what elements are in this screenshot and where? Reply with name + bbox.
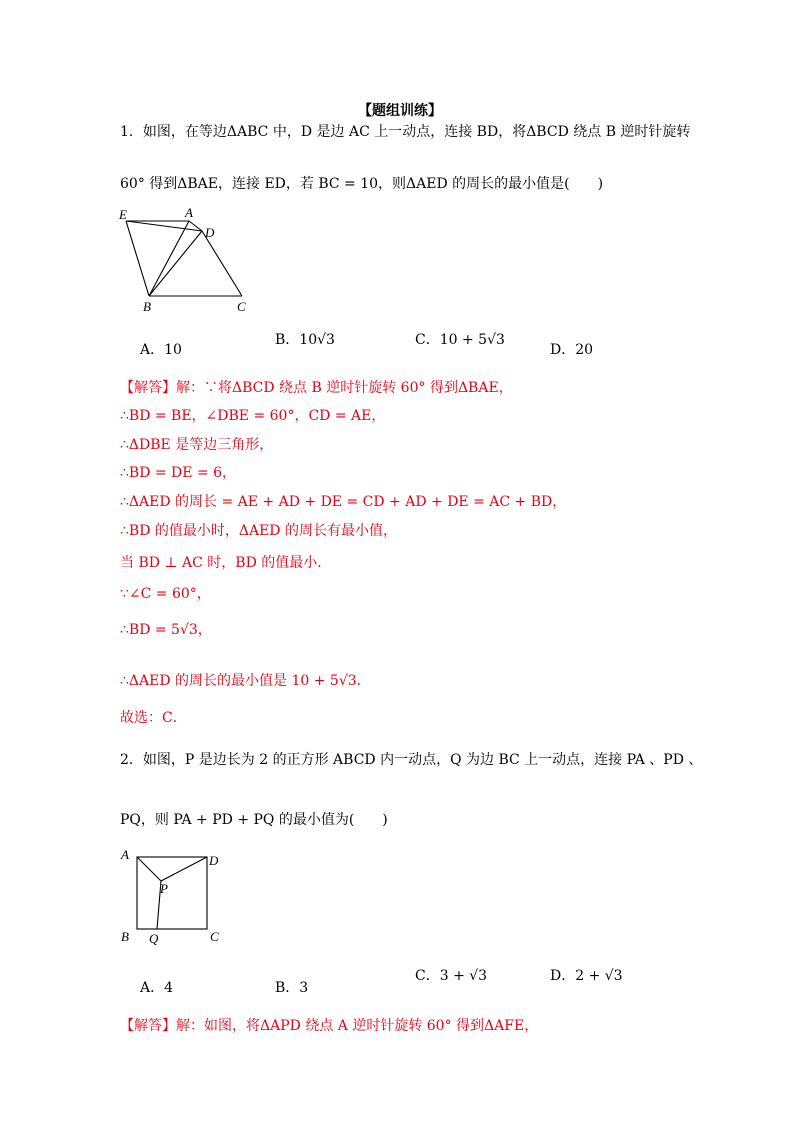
q2-segment-pd — [161, 857, 207, 881]
q1-label-a: A — [185, 205, 193, 220]
q2-label-c: C — [210, 929, 219, 944]
q1-solution-line3: ∴ΔDBE 是等边三角形， — [120, 437, 274, 453]
q1-solution-line11: 故选：C． — [120, 710, 187, 726]
q1-label-e: E — [119, 207, 127, 222]
q1-segment-bd — [149, 231, 202, 296]
section-title: 【题组训练】 — [358, 103, 442, 119]
q1-option-d: D．20 — [550, 342, 594, 358]
q2-figure — [115, 845, 235, 947]
q1-option-a: A．10 — [140, 342, 182, 358]
q1-solution-line1: 【解答】解：∵将ΔBCD 绕点 B 逆时针旋转 60° 得到ΔBAE， — [120, 380, 513, 396]
q1-solution-line8: ∵∠C = 60°， — [120, 586, 211, 602]
q1-solution-line10: ∴ΔAED 的周长的最小值是 10 + 5√3． — [120, 673, 371, 689]
q1-stem-line2: 60° 得到ΔBAE，连接 ED，若 BC = 10，则ΔAED 的周长的最小值是( ) — [120, 176, 604, 192]
q1-segment-eb — [126, 221, 149, 296]
q1-solution-line4: ∴BD = DE = 6， — [120, 465, 237, 481]
q1-label-d: D — [205, 225, 215, 240]
q2-stem-line2: PQ，则 PA + PD + PQ 的最小值为( ) — [120, 812, 388, 828]
q1-option-b: B．10√3 — [275, 332, 335, 348]
q1-label-b: B — [143, 299, 151, 314]
q1-solution-line2: ∴BD = BE，∠DBE = 60°，CD = AE， — [120, 408, 386, 424]
q2-label-b: B — [121, 929, 129, 944]
q2-solution-line1: 【解答】解：如图，将ΔAPD 绕点 A 逆时针旋转 60° 得到ΔAFE， — [120, 1018, 539, 1034]
q2-label-d: D — [209, 853, 219, 868]
q2-option-c: C．3 + √3 — [415, 968, 488, 984]
q2-label-p: P — [160, 881, 168, 896]
q1-option-c: C．10 + 5√3 — [415, 332, 505, 348]
q2-option-a: A．4 — [140, 980, 174, 996]
q1-solution-line7: 当 BD ⊥ AC 时，BD 的值最小． — [120, 555, 332, 571]
q1-segment-ab — [149, 221, 189, 296]
q2-stem-line1: 2．如图，P 是边长为 2 的正方形 ABCD 内一动点，Q 为边 BC 上一动点，连接 PA 、PD 、 — [120, 752, 703, 768]
q1-solution-line6: ∴BD 的值最小时，ΔAED 的周长有最小值， — [120, 523, 397, 539]
q2-segment-pa — [137, 857, 161, 881]
q2-label-a: A — [121, 847, 129, 862]
q1-segment-dc — [202, 231, 242, 296]
q1-solution-line9: ∴BD = 5√3， — [120, 622, 212, 638]
q1-stem-line1: 1．如图，在等边ΔABC 中，D 是边 AC 上一动点，连接 BD，将ΔBCD 绕点 B 逆时针旋转 — [120, 124, 691, 140]
q1-solution-line5: ∴ΔAED 的周长 = AE + AD + DE = CD + AD + DE = AC + BD， — [120, 494, 567, 510]
q1-figure — [115, 205, 255, 317]
q2-option-b: B．3 — [275, 980, 309, 996]
q1-label-c: C — [237, 299, 246, 314]
q2-option-d: D．2 + √3 — [550, 968, 623, 984]
q2-label-q: Q — [149, 931, 159, 946]
